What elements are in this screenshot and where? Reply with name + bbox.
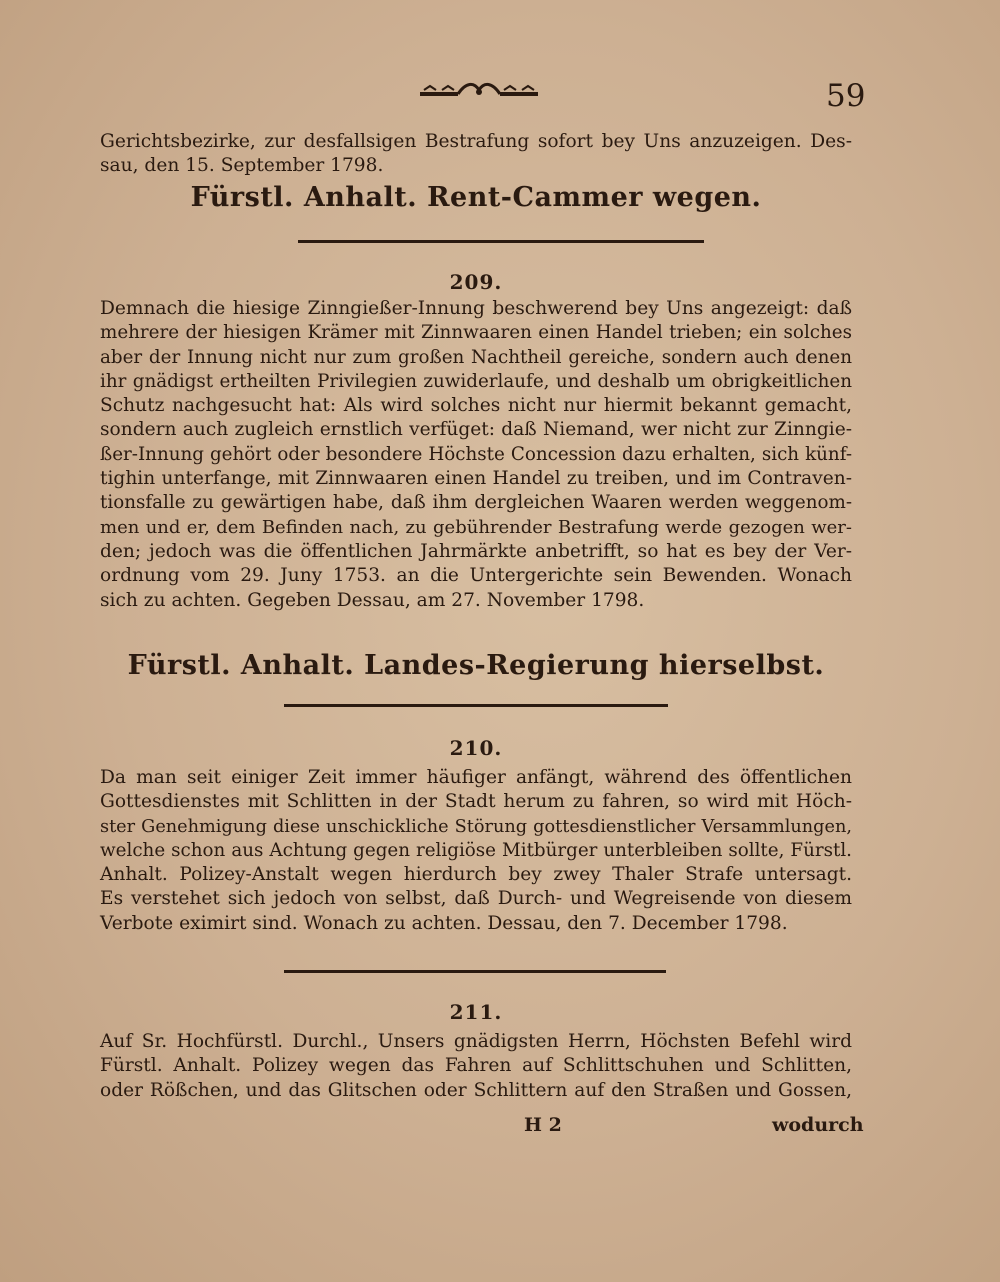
text-line: Schutz nachgesucht hat: Als wird solches nicht nur hiermit bekannt gemacht, bbox=[100, 395, 852, 417]
text-line: Da man seit einiger Zeit immer häufiger anfängt, während des öffentlichen bbox=[100, 767, 852, 788]
section-number-211: 211. bbox=[449, 1000, 503, 1024]
intro-text bbox=[100, 130, 852, 179]
signature-landes-regierung: Fürstl. Anhalt. Landes-Regierung hierselbst. bbox=[127, 650, 825, 681]
text-line: tionsfalle zu gewärtigen habe, daß ihm dergleichen Waaren werden weggenom- bbox=[100, 492, 852, 514]
text-line: Anhalt. Polizey-Anstalt wegen hierdurch bey zwey Thaler Strafe untersagt. bbox=[100, 864, 852, 886]
section-divider bbox=[284, 970, 666, 973]
ornament-icon bbox=[418, 80, 540, 100]
text-line: Gottesdienstes mit Schlitten in der Stadt herum zu fahren, so wird mit Höch- bbox=[100, 791, 852, 813]
text-line: welche schon aus Achtung gegen religiöse Mitbürger unterbleiben sollte, Fürstl. bbox=[100, 839, 852, 861]
text-line: aber der Innung nicht nur zum großen Nachtheil gereiche, sondern auch denen bbox=[100, 346, 852, 368]
text-line: den; jedoch was die öffentlichen Jahrmärkte anbetrifft, so hat es bey der Ver- bbox=[100, 540, 852, 562]
section-number-209: 209. bbox=[449, 270, 503, 294]
text-line: ster Genehmigung diese unschickliche Störung gottesdienstlicher Versammlungen, bbox=[100, 816, 852, 837]
text-line: Fürstl. Anhalt. Polizey wegen das Fahren auf Schlittschuhen und Schlitten, bbox=[100, 1055, 852, 1077]
section-divider bbox=[284, 704, 668, 707]
catchword: wodurch bbox=[772, 1114, 864, 1136]
text-line: oder Rößchen, und das Glitschen oder Schlittern auf den Straßen und Gossen, bbox=[100, 1079, 852, 1101]
section-210-text bbox=[100, 766, 852, 936]
text-line: Verbote eximirt sind. Wonach zu achten. Dessau, den 7. December 1798. bbox=[100, 912, 788, 934]
text-line: men und er, dem Befinden nach, zu gebührender Bestrafung werde gezogen wer- bbox=[100, 516, 852, 538]
signature-rent-cammer: Fürstl. Anhalt. Rent-Cammer wegen. bbox=[190, 182, 762, 213]
signature-mark: H 2 bbox=[524, 1114, 562, 1136]
page-number: 59 bbox=[826, 78, 866, 114]
text-line: Demnach die hiesige Zinngießer-Innung beschwerend bey Uns angezeigt: daß bbox=[100, 298, 852, 319]
text-line: Gerichtsbezirke, zur desfallsigen Bestrafung sofort bey Uns anzuzeigen. Des- bbox=[100, 131, 852, 152]
section-number-210: 210. bbox=[449, 736, 503, 760]
section-211-text bbox=[100, 1030, 852, 1103]
text-line: Es verstehet sich jedoch von selbst, daß Durch- und Wegreisende von diesem bbox=[100, 888, 852, 910]
text-line: sondern auch zugleich ernstlich verfüget: daß Niemand, wer nicht zur Zinngie- bbox=[100, 419, 852, 441]
text-line: Auf Sr. Hochfürstl. Durchl., Unsers gnädigsten Herrn, Höchsten Befehl wird bbox=[100, 1031, 852, 1052]
section-209-text bbox=[100, 297, 852, 613]
text-line: mehrere der hiesigen Krämer mit Zinnwaaren einen Handel trieben; ein solches bbox=[100, 322, 852, 344]
text-line: ordnung vom 29. Juny 1753. an die Untergerichte sein Bewenden. Wonach bbox=[100, 565, 852, 587]
text-line: sau, den 15. September 1798. bbox=[100, 155, 384, 177]
text-line: ßer-Innung gehört oder besondere Höchste Concession dazu erhalten, sich künf- bbox=[100, 443, 852, 465]
text-line: sich zu achten. Gegeben Dessau, am 27. November 1798. bbox=[100, 589, 645, 611]
section-divider bbox=[298, 240, 704, 243]
text-line: tighin unterfange, mit Zinnwaaren einen Handel zu treiben, und im Contraven- bbox=[100, 468, 852, 490]
text-line: ihr gnädigst ertheilten Privilegien zuwiderlaufe, und deshalb um obrigkeitlichen bbox=[100, 370, 852, 392]
